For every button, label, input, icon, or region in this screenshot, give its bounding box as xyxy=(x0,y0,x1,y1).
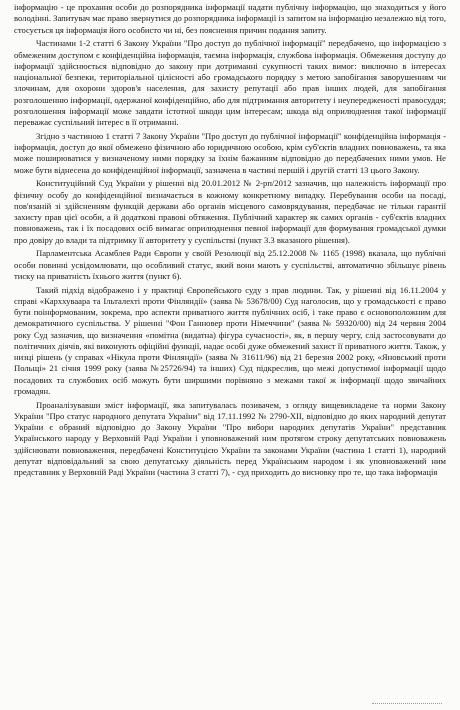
page-footer-divider xyxy=(372,703,442,706)
paragraph-pace-resolution: Парламентська Асамблея Ради Європи у своїй Резолюції від 25.12.2008 № 1165 (1998) вказала, що публічні особи повинні усвідомлювати, що особливий статус, який вони мають у суспільстві, автоматично збільшує рівень тиску на приватність їхнього життя (пункт 6). xyxy=(14,248,446,281)
paragraph-echr-practice: Такий підхід відображено і у практиці Європейського суду з прав людини. Так, у рішенні від 16.11.2004 у справі «Карххуваара та Ільталехті проти Фінляндії» (заява № 53678/00) Суд наголосив, що у громадськості є право бути поінформованим, зокрема, про аспекти приватного життя публічних осіб, і таке право є основоположним для демократичного суспільства. У рішенні "Фон Ганновер проти Німеччини" (заява № 59320/00) від 24 червня 2004 року Суд зазначив, що визначення «помітна (видатна) фігура сучасності», як, в першу чергу, слід застосовувати до політичних діячів, які виконують офіційні функції, надає особі дуже обмежений захист її приватного життя. Також, у низці рішень (у справах «Нікула проти Фінляндії» (заява № 31611/96) від 21 березня 2002 року, «Яновський проти Польщі» 21 січня 1999 року (заява №25726/94) та інших) Суд підкреслив, що межі допустимої інформації щодо посадових та службових осіб можуть бути ширшими порівняно з межами такої ж інформації щодо звичайних громадян. xyxy=(14,284,446,396)
paragraph-confidential-info: Згідно з частиною 1 статті 7 Закону України "Про доступ до публічної інформації" конфіденційна інформація - інформація, доступ до якої обмежено фізичною або юридичною особою, крім суб'єктів владних повноважень, та яка може поширюватися у визначеному ними порядку за їхнім бажанням відповідно до передбачених ними умов. Не може бути віднесена до конфіденційної інформації, зазначена в частині першій і другій статті 13 цього Закону. xyxy=(14,130,446,175)
paragraph-request-definition: інформацію - це прохання особи до розпорядника інформації надати публічну інформацію, що знаходиться у його володінні. Запитувач має право звернутися до розпорядника інформації із запитом на інформацію незалежно від того, стосується ця інформація його особисто чи ні, без пояснення причин подання запиту. xyxy=(14,2,446,35)
paragraph-constitutional-court: Конституційний Суд України у рішенні від 20.01.2012 № 2-рп/2012 зазначив, що належність інформації про фізичну особу до конфіденційної визначається в кожному конкретному випадку. Перебування особи на посаді, пов'язаній зі здійсненням функцій держави або органів місцевого самоврядування, передбачає не тільки гарантії захисту прав цієї особи, а й додаткові правові обтяження. Публічний характер як самих органів - суб'єктів владних повноважень, так і їх посадових осіб вимагає оприлюднення певної інформації для формування громадської думки про довіру до влади та підтримку її авторитету у суспільстві (пункт 3.3 вказаного рішення). xyxy=(14,178,446,245)
paragraph-restricted-access: Частинами 1-2 статті 6 Закону України "Про доступ до публічної інформації" передбачено, що інформацією з обмеженим доступом є конфіденційна інформація, таємна інформація, службова інформація. Обмеження доступу до інформації здійснюється відповідно до закону при дотриманні сукупності таких вимог: виключно в інтересах національної безпеки, територіальної цілісності або громадського порядку з метою запобігання заворушенням чи злочинам, для охорони здоров'я населення, для захисту репутації або прав інших людей, для запобігання розголошенню інформації, одержаної конфіденційно, або для підтримання авторитету і неупередженості правосуддя; розголошення інформації може завдати істотної шкоди цим інтересам; шкода від оприлюднення такої інформації переважає суспільний інтерес в її отриманні. xyxy=(14,38,446,127)
paragraph-court-conclusion: Проаналізувавши зміст інформації, яка запитувалась позивачем, з огляду вищевикладене та норми Закону України "Про статус народного депутата України" від 17.11.1992 № 2790-XII, відповідно до яких народний депутат України є обраний відповідно до Закону України "Про вибори народних депутатів України" представник Українського народу у Верховній Раді України і уповноважений ним протягом строку депутатських повноважень здійснювати повноваження, передбачені Конституцією України та законами України (частина 1 статті 1), народний депутат відповідальний за свою депутатську діяльність перед Українським народом і як уповноважений ним представник у Верховній Раді України (частина 3 статті 7), - суд приходить до висновку про те, що така інформація xyxy=(14,399,446,477)
